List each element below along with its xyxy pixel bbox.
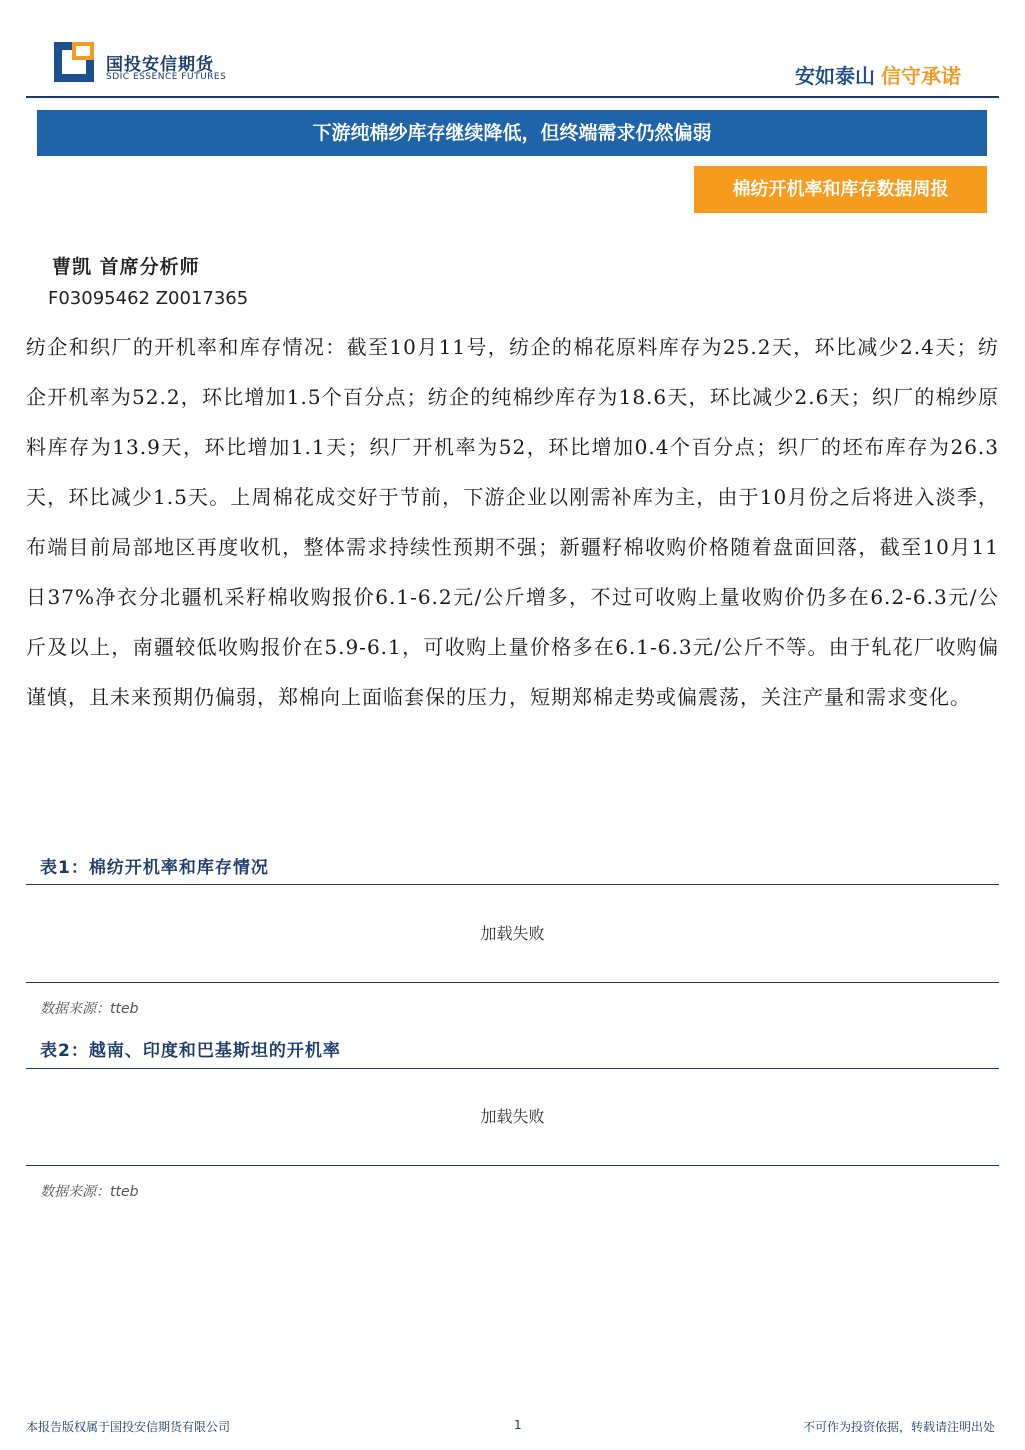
slogan — [795, 60, 961, 89]
table-2-title: 表2：越南、印度和巴基斯坦的开机率 — [40, 1041, 341, 1061]
report-title: 下游纯棉纱库存继续降低，但终端需求仍然偏弱 — [37, 110, 987, 156]
author-certificate-numbers: F03095462 Z0017365 — [48, 288, 249, 309]
table-2-load-failed: 加载失败 — [480, 1107, 545, 1126]
logo-chinese-name: 国投安信期货 — [106, 55, 214, 75]
company-logo-icon — [54, 42, 94, 82]
table-1-source: 数据来源：tteb — [40, 1001, 139, 1017]
footer-page-number: 1 — [514, 1418, 522, 1432]
footer-disclaimer: 不可作为投资依据，转载请注明出处 — [802, 1420, 995, 1434]
table-2-source: 数据来源：tteb — [40, 1184, 139, 1200]
footer-copyright: 本报告版权属于国投安信期货有限公司 — [26, 1420, 231, 1434]
slogan-part-1: 安如泰山 — [795, 64, 875, 88]
header-divider — [26, 96, 999, 98]
table-2-top-rule — [26, 1068, 999, 1069]
report-subtitle-badge: 棉纺开机率和库存数据周报 — [694, 166, 987, 213]
table-1-top-rule — [26, 884, 999, 885]
table-1-load-failed: 加载失败 — [480, 924, 545, 943]
report-body-paragraph: 纺企和织厂的开机率和库存情况：截至10月11号，纺企的棉花原料库存为25.2天，环比减少2.4天；纺企开机率为52.2，环比增加1.5个百分点；纺企的纯棉纱库存为18.6天，环比减少2.6天；织厂的棉纱原料库存为13.9天，环比增加1.1天；织厂开机率为52，环比增加0.4个百分点；织厂的坯布库存为26.3天，环比减少1.5天。上周棉花成交好于节前，下游企业以刚需补库为主，由于10月份之后将进入淡季，布端目前局部地区再度收机，整体需求持续性预期不强；新疆籽棉收购价格随着盘面回落，截至10月11日37%净衣分北疆机采籽棉收购报价6.1-6.2元/公斤增多，不过可收购上量收购价仍多在6.2-6.3元/公斤及以上，南疆较低收购报价在5.9-6.1，可收购上量价格多在6.1-6.3元/公斤不等。由于轧花厂收购偏谨慎，且未来预期仍偏弱，郑棉向上面临套保的压力，短期郑棉走势或偏震荡，关注产量和需求变化。 — [26, 335, 999, 709]
table-1-title: 表1：棉纺开机率和库存情况 — [40, 858, 269, 878]
author-name-title: 曹凯 首席分析师 — [52, 256, 200, 278]
table-2-bottom-rule — [26, 1165, 999, 1166]
table-1-bottom-rule — [26, 982, 999, 983]
logo-english-name: SDIC ESSENCE FUTURES — [106, 72, 227, 82]
slogan-part-2: 信守承诺 — [881, 64, 961, 88]
